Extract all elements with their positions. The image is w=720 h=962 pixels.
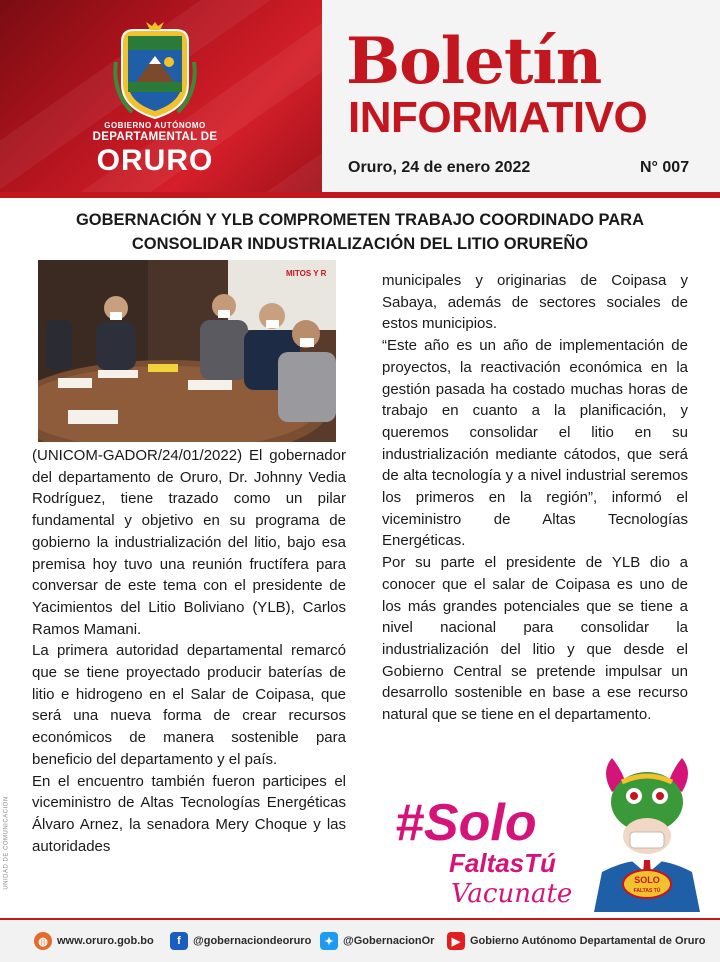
globe-icon: ◍ [34,932,52,950]
campaign-line2-text: FaltasTú [449,848,556,878]
paragraph: (UNICOM-GADOR/24/01/2022) El gobernador del departamento de Oruro, Dr. Johnny Vedia Rodríguez, tiene trazado como un pilar fundamental y objetivo en su programa de gobierno la industrialización del litio, bajo esa premisa hoy tuvo una reunión fructífera para conversar de este tema con el presidente de Yacimientos del Litio Boliviano (YLB), Carlos Ramos Mamani. [32,447,346,638]
paragraph: La primera autoridad departamental remarcó que se tiene proyectado producir baterías de litio e hidrogeno en el Salar de Coipasa, que será una nueva forma de crear recursos económicos de manera sostenible para beneficio del departamento y el país. [32,642,346,768]
bulletin-date: Oruro, 24 de enero 2022 [348,159,531,176]
headline-line2: CONSOLIDAR INDUSTRIALIZACIÓN DEL LITIO ORUREÑO [131,235,589,253]
government-name-line1: GOBIERNO AUTÓNOMO [104,121,206,130]
coat-of-arms-icon [112,22,198,122]
meeting-photo [38,260,336,442]
paragraph: En el encuentro también fueron participes el viceministro de Altas Tecnologías Energéticas Álvaro Arnez, la senadora Mery Choque y las autoridades [32,772,346,855]
article-headline [40,208,680,256]
footer-facebook-text: @gobernaciondeoruro [193,935,312,947]
headline-line1: GOBERNACIÓN Y YLB COMPROMETEN TRABAJO COORDINADO PARA [75,211,645,229]
footer-youtube-text: Gobierno Autónomo Departamental de Oruro [470,935,706,947]
bulletin-title: Boletín [346,24,602,99]
paragraph: Por su parte el presidente de YLB dio a conocer que el salar de Coipasa es uno de los más grandes potenciales que se tiene a nivel nacional para consolidar la industrialización del litio y que desde el Gobierno Central se pretende impulsar un desarrollo sostenible en base a ese recurso natural que se tiene en el departamento. [382,554,688,724]
article-left-column [32,445,346,857]
footer-twitter-text: @GobernacionOr [343,935,435,947]
youtube-icon: ▶ [447,932,465,950]
devil-mascot-illustration [582,752,712,912]
government-name-line3: ORURO [96,144,214,177]
header-divider [0,192,720,198]
footer-bar [0,918,720,962]
footer-facebook-link[interactable] [170,932,311,950]
campaign-hash-text: #Solo [395,794,537,852]
government-name-line2: DEPARTAMENTAL DE [92,131,218,143]
footer-twitter-link[interactable] [320,932,434,950]
side-label: UNIDAD DE COMUNICACIÓN [3,796,10,890]
bulletin-subtitle: INFORMATIVO [348,93,648,142]
footer-website-text: www.oruro.gob.bo [57,935,154,947]
header-brand-panel [0,0,322,192]
article-right-column [382,270,688,726]
campaign-line3-text: Vacunate [451,879,573,909]
photo-banner-text: MITOS Y R [286,269,327,278]
bulletin-number: N° 007 [640,159,690,176]
footer-youtube-link[interactable] [447,932,706,950]
mascot-badge-line1: SOLO [634,875,660,885]
footer-website-link[interactable] [34,932,154,950]
paragraph: municipales y originarias de Coipasa y Sabaya, además de sectores sociales de estos municipios. [382,272,688,333]
facebook-icon: f [170,932,188,950]
meeting-photo-illustration [38,260,336,442]
vaccination-campaign-graphic [393,790,603,910]
twitter-icon: ✦ [320,932,338,950]
mascot-badge-line2: FALTAS TÚ [633,888,661,894]
paragraph: “Este año es un año de implementación de proyectos, la reactivación económica en la gestión pasada ha costado muchas horas de trabajo en cuanto a la planificación, y queremos consolidar el litio en su industrialización mediante cátodos, que será de alta tecnología y a nivel industrial seremos los primeros en la región”, informó el viceministro de Altas Tecnologías Energéticas. [382,337,688,550]
